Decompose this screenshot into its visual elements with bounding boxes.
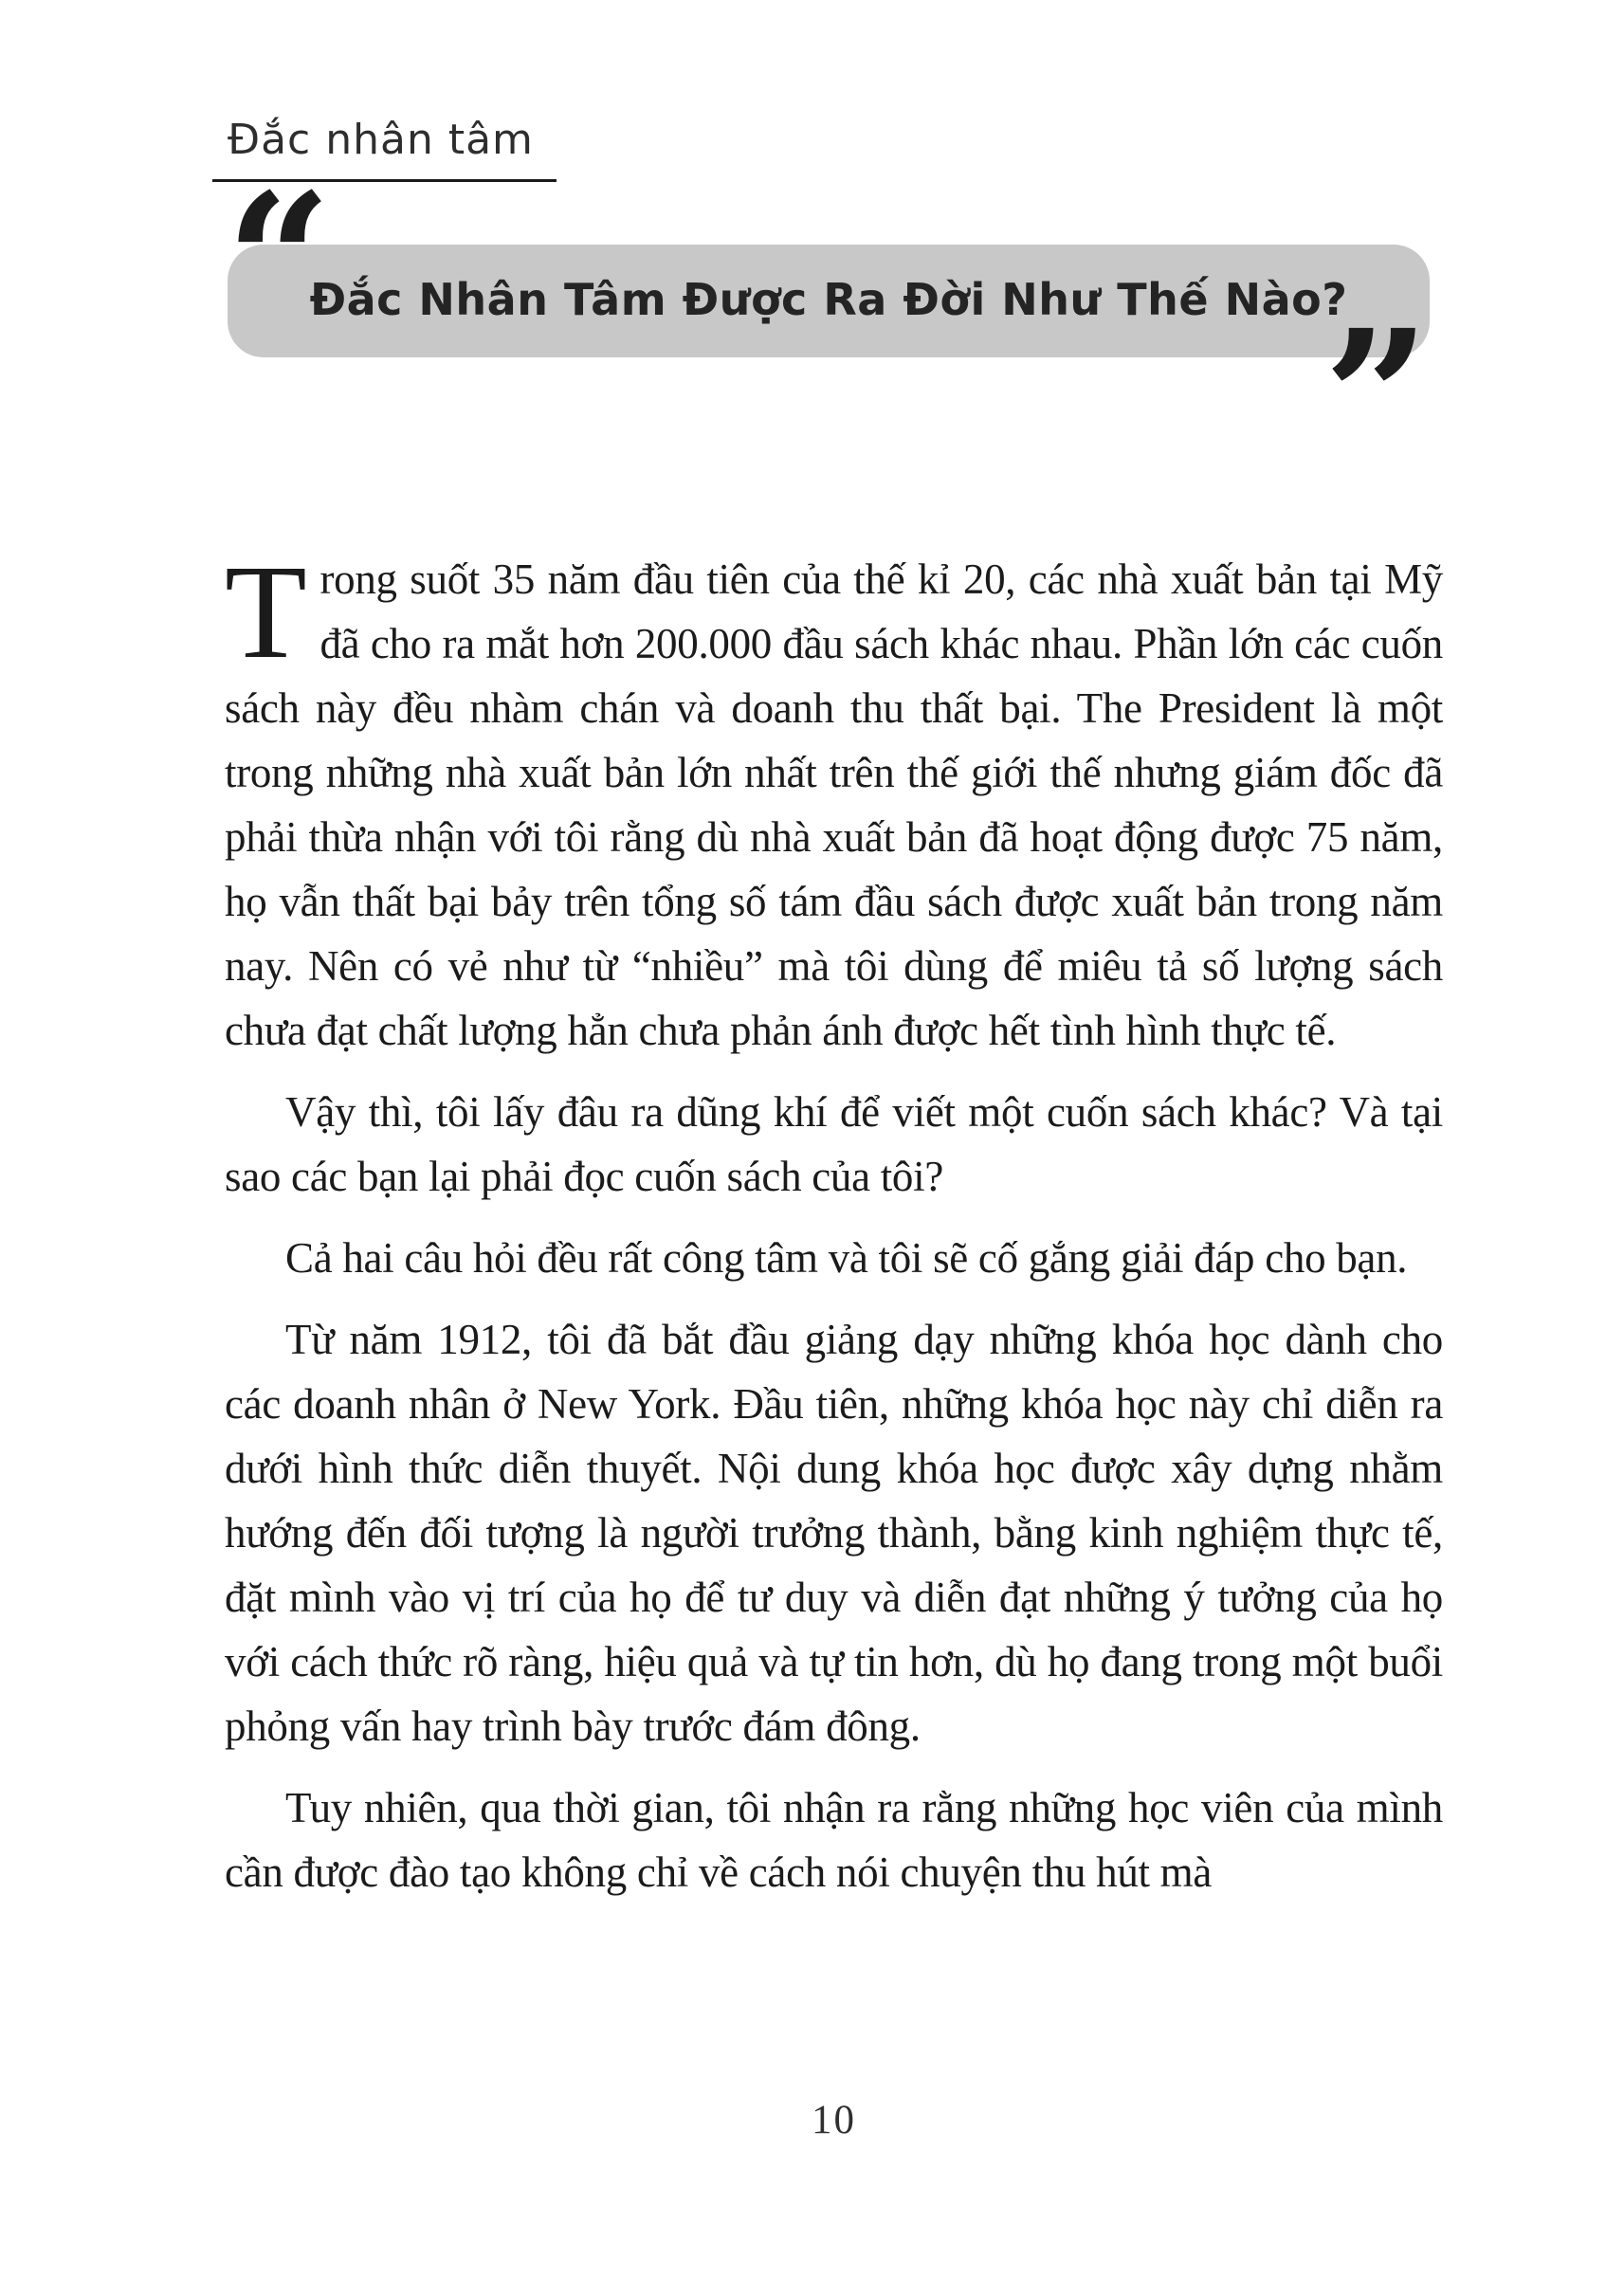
open-quote-icon: “	[226, 153, 333, 370]
paragraph: Tuy nhiên, qua thời gian, tôi nhận ra rằng những học viên của mình cần được đào tạo không chỉ về cách nói chuyện thu hút mà	[225, 1784, 1443, 1896]
close-quote-icon: ”	[1323, 289, 1431, 506]
paragraph	[225, 537, 1443, 1063]
body-text	[225, 537, 1443, 1922]
drop-cap: T	[225, 537, 307, 686]
running-header-book-title: Đắc nhân tâm	[212, 116, 557, 182]
chapter-title: Đắc Nhân Tâm Được Ra Đời Như Thế Nào?	[309, 273, 1348, 325]
page-number: 10	[812, 2098, 856, 2142]
paragraph: Cả hai câu hỏi đều rất công tâm và tôi sẽ cố gắng giải đáp cho bạn.	[285, 1234, 1408, 1282]
chapter-title-box	[228, 245, 1430, 357]
paragraph: Từ năm 1912, tôi đã bắt đầu giảng dạy những khóa học dành cho các doanh nhân ở New York. Đầu tiên, những khóa học này chỉ diễn ra dưới hình thức diễn thuyết. Nội dung khóa học được xây dựng nhằm hướng đến đối tượng là người trưởng thành, bằng kinh nghiệm thực tế, đặt mình vào vị trí của họ để tư duy và diễn đạt những ý tưởng của họ với cách thức rõ ràng, hiệu quả và tự tin hơn, dù họ đang trong một buổi phỏng vấn hay trình bày trước đám đông.	[225, 1316, 1443, 1750]
paragraph-text: rong suốt 35 năm đầu tiên của thế kỉ 20, các nhà xuất bản tại Mỹ đã cho ra mắt hơn 200.000 đầu sách khác nhau. Phần lớn các cuốn sách này đều nhàm chán và doanh thu thất bại. The President là một trong những nhà xuất bản lớn nhất trên thế giới thế nhưng giám đốc đã phải thừa nhận với tôi rằng dù nhà xuất bản đã hoạt động được 75 năm, họ vẫn thất bại bảy trên tổng số tám đầu sách được xuất bản trong năm nay. Nên có vẻ như từ “nhiều” mà tôi dùng để miêu tả số lượng sách chưa đạt chất lượng hẳn chưa phản ánh được hết tình hình thực tế.	[225, 556, 1443, 1054]
paragraph: Vậy thì, tôi lấy đâu ra dũng khí để viết một cuốn sách khác? Và tại sao các bạn lại phải đọc cuốn sách của tôi?	[225, 1088, 1443, 1200]
